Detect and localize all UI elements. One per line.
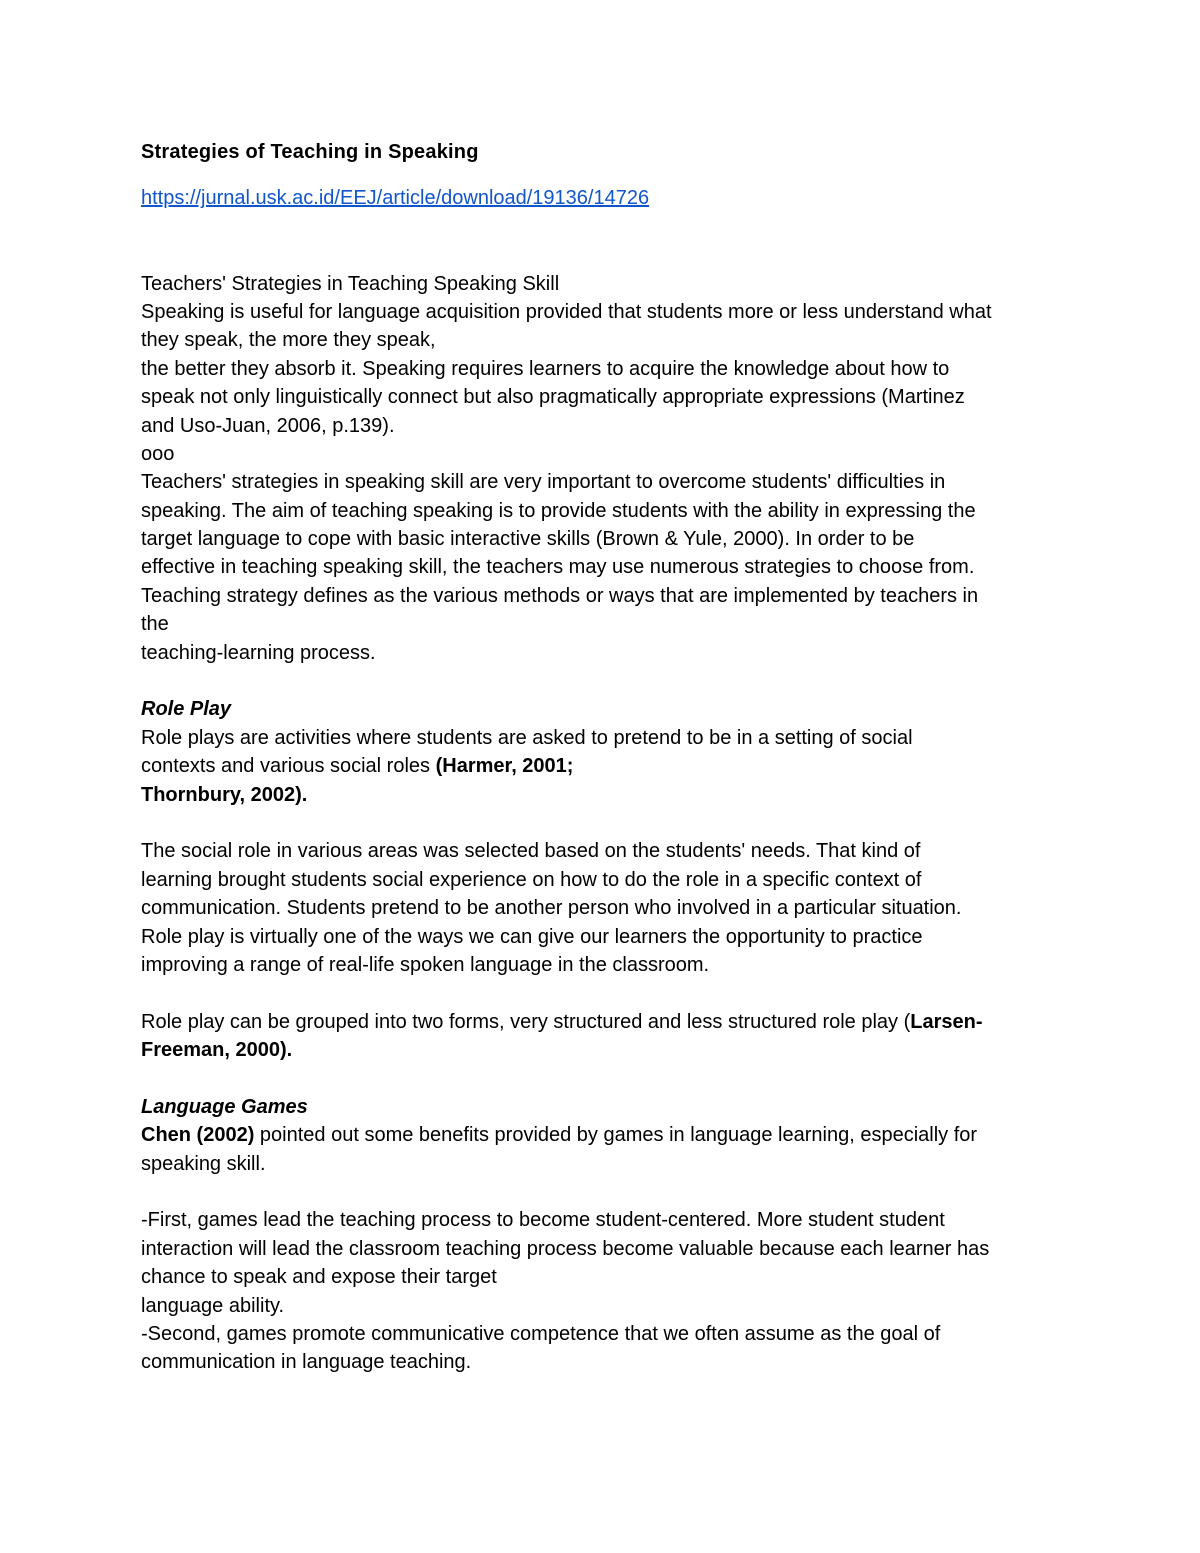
- intro-line: the: [141, 613, 169, 636]
- games-benefit-line: -Second, games promote communicative competence that we often assume as the goal of: [141, 1323, 941, 1346]
- role-play-forms-text: Role play can be grouped into two forms, very structured and less structured role play (: [141, 1010, 911, 1033]
- role-play-text: contexts and various social roles: [141, 755, 436, 778]
- intro-line: Speaking is useful for language acquisition provided that students more or less understand what: [141, 300, 992, 323]
- role-play-paragraph-line: The social role in various areas was selected based on the students' needs. That kind of: [141, 840, 921, 863]
- games-benefit-line: interaction will lead the classroom teaching process become valuable because each learner has: [141, 1237, 990, 1260]
- language-games-line: [141, 1121, 1071, 1149]
- intro-line: and Uso-Juan, 2006, p.139).: [141, 414, 395, 437]
- games-benefit-line: language ability.: [141, 1294, 285, 1317]
- source-link[interactable]: https://jurnal.usk.ac.id/EEJ/article/download/19136/14726: [141, 187, 650, 210]
- role-play-forms-line: [141, 1036, 1071, 1064]
- document-body: [141, 138, 1071, 1377]
- intro-line: the better they absorb it. Speaking requires learners to acquire the knowledge about how to: [141, 357, 950, 380]
- spacer: [141, 1065, 1071, 1093]
- intro-line: effective in teaching speaking skill, the teachers may use numerous strategies to choose from.: [141, 556, 975, 579]
- intro-line: Teaching strategy defines as the various methods or ways that are implemented by teachers in: [141, 584, 979, 607]
- games-benefit-line: -First, games lead the teaching process to become student-centered. More student student: [141, 1209, 945, 1232]
- intro-line: ooo: [141, 442, 175, 465]
- spacer: [141, 667, 1071, 695]
- citation-larsen: Larsen-: [910, 1010, 983, 1033]
- spacer: [141, 241, 1071, 269]
- role-play-line: [141, 781, 1071, 809]
- intro-line: speaking. The aim of teaching speaking is to provide students with the ability in expressing the: [141, 499, 976, 522]
- games-benefit-line: chance to speak and expose their target: [141, 1266, 497, 1289]
- citation-harmer: (Harmer, 2001;: [435, 755, 574, 778]
- intro-line: they speak, the more they speak,: [141, 329, 436, 352]
- spacer: [141, 213, 1071, 241]
- role-play-paragraph-line: improving a range of real-life spoken language in the classroom.: [141, 953, 710, 976]
- spacer: [141, 1178, 1071, 1206]
- document-title: Strategies of Teaching in Speaking: [141, 141, 479, 163]
- games-benefit-line: communication in language teaching.: [141, 1351, 472, 1374]
- language-games-line: speaking skill.: [141, 1152, 266, 1175]
- role-play-paragraph-line: communication. Students pretend to be another person who involved in a particular situation.: [141, 897, 962, 920]
- intro-line: Teachers' strategies in speaking skill are very important to overcome students' difficulties in: [141, 471, 946, 494]
- language-games-text: pointed out some benefits provided by games in language learning, especially for: [254, 1124, 978, 1147]
- spacer: [141, 809, 1071, 837]
- intro-line: teaching-learning process.: [141, 641, 376, 664]
- role-play-forms-line: [141, 1008, 1071, 1036]
- role-play-line: [141, 752, 1071, 780]
- citation-thornbury: Thornbury, 2002).: [141, 783, 308, 806]
- citation-freeman: Freeman, 2000).: [141, 1039, 293, 1062]
- spacer: [141, 979, 1071, 1007]
- role-play-paragraph-line: Role play is virtually one of the ways we can give our learners the opportunity to practice: [141, 925, 923, 948]
- section-heading-language-games: Language Games: [141, 1095, 308, 1118]
- section-heading-teachers-strategies: Teachers' Strategies in Teaching Speaking Skill: [141, 272, 560, 295]
- role-play-line: Role plays are activities where students are asked to pretend to be in a setting of social: [141, 726, 913, 749]
- section-heading-role-play: Role Play: [141, 698, 232, 721]
- role-play-paragraph-line: learning brought students social experience on how to do the role in a specific context of: [141, 868, 922, 891]
- intro-line: target language to cope with basic interactive skills (Brown & Yule, 2000). In order to be: [141, 528, 915, 551]
- citation-chen: Chen (2002): [141, 1124, 255, 1147]
- intro-line: speak not only linguistically connect but also pragmatically appropriate expressions (Martinez: [141, 386, 965, 409]
